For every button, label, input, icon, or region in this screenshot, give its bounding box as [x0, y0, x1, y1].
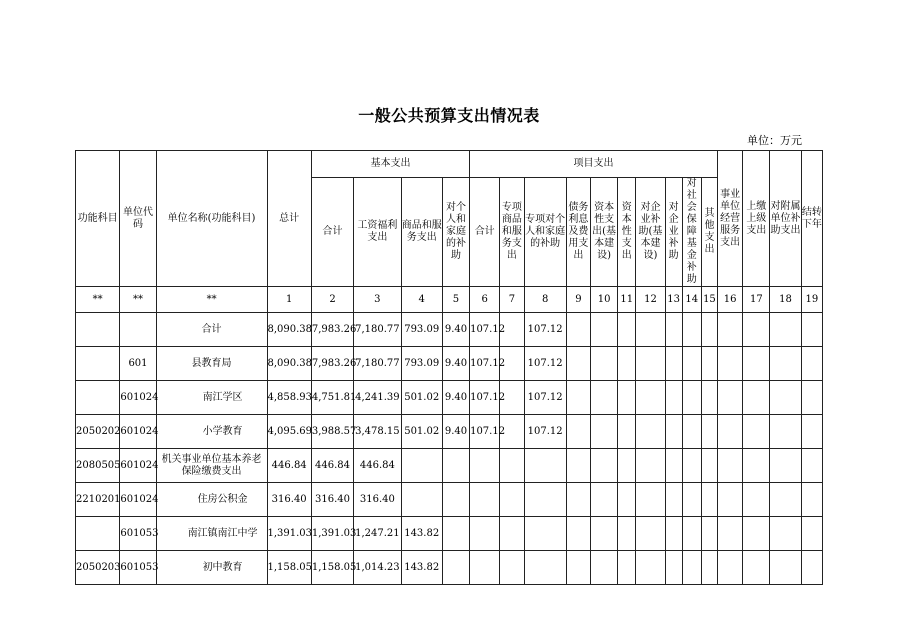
total-cell: 316.40	[267, 483, 311, 517]
index-cell: **	[156, 287, 267, 313]
header-basic-personal: 对个人和家庭的补助	[442, 178, 469, 287]
header-func-code: 功能科目	[76, 151, 120, 287]
empty-cell	[718, 483, 743, 517]
header-tail-subsidiary: 对附属单位补助支出	[770, 151, 801, 287]
index-row	[76, 287, 823, 313]
empty-cell	[743, 347, 770, 381]
header-project-capital-construction: 资本性支出(基本建设)	[591, 178, 618, 287]
unit-name-cell: 住房公积金	[156, 483, 267, 517]
empty-cell	[682, 347, 701, 381]
header-project-enterprise: 对企业补助	[665, 178, 682, 287]
index-cell: 5	[442, 287, 469, 313]
empty-cell	[743, 483, 770, 517]
header-project-enterprise-construction: 对企业补助(基本建设)	[636, 178, 665, 287]
empty-cell	[591, 313, 618, 347]
unit-name-cell: 机关事业单位基本养老保险缴费支出	[156, 449, 267, 483]
empty-cell	[591, 415, 618, 449]
index-cell: 17	[743, 287, 770, 313]
table-row	[76, 347, 823, 381]
empty-cell	[770, 381, 801, 415]
empty-cell	[618, 415, 636, 449]
unit-code-cell: 601053	[120, 517, 156, 551]
empty-cell	[701, 313, 717, 347]
index-cell: 8	[524, 287, 566, 313]
empty-cell	[591, 449, 618, 483]
empty-cell	[618, 551, 636, 585]
index-cell: 6	[470, 287, 500, 313]
empty-cell	[591, 517, 618, 551]
empty-cell	[591, 483, 618, 517]
func-code-cell	[76, 517, 120, 551]
basic-goods-cell: 793.09	[401, 347, 442, 381]
empty-cell	[801, 347, 822, 381]
empty-cell	[718, 347, 743, 381]
header-total: 总计	[267, 151, 311, 287]
unit-name-cell: 初中教育	[156, 551, 267, 585]
empty-cell	[636, 347, 665, 381]
basic-total-cell: 3,988.57	[311, 415, 353, 449]
header-tail-remit: 上缴上级支出	[743, 151, 770, 287]
empty-cell	[718, 449, 743, 483]
basic-total-cell: 4,751.81	[311, 381, 353, 415]
empty-cell	[801, 415, 822, 449]
unit-name-cell: 南江学区	[156, 381, 267, 415]
header-project-total: 合计	[470, 178, 500, 287]
unit-code-cell	[120, 313, 156, 347]
empty-cell	[618, 517, 636, 551]
empty-cell	[682, 313, 701, 347]
empty-cell	[682, 415, 701, 449]
index-cell: 7	[500, 287, 524, 313]
empty-cell	[770, 313, 801, 347]
empty-cell	[618, 381, 636, 415]
empty-cell	[770, 449, 801, 483]
empty-cell	[682, 551, 701, 585]
basic-goods-cell: 793.09	[401, 313, 442, 347]
func-code-cell: 2050203	[76, 551, 120, 585]
total-cell: 1,158.05	[267, 551, 311, 585]
empty-cell	[636, 517, 665, 551]
basic-personal-cell	[442, 483, 469, 517]
unit-name-cell: 县教育局	[156, 347, 267, 381]
empty-cell	[636, 483, 665, 517]
empty-cell	[566, 313, 590, 347]
basic-goods-cell: 143.82	[401, 517, 442, 551]
project-personal-cell: 107.12	[524, 415, 566, 449]
empty-cell	[665, 483, 682, 517]
empty-cell	[566, 415, 590, 449]
empty-cell	[701, 517, 717, 551]
empty-cell	[701, 347, 717, 381]
empty-cell	[566, 347, 590, 381]
index-cell: 2	[311, 287, 353, 313]
basic-wage-cell: 1,014.23	[354, 551, 401, 585]
total-cell: 8,090.38	[267, 313, 311, 347]
empty-cell	[801, 517, 822, 551]
basic-total-cell: 1,391.03	[311, 517, 353, 551]
unit-name-cell: 小学教育	[156, 415, 267, 449]
empty-cell	[701, 551, 717, 585]
table-row	[76, 449, 823, 483]
empty-cell	[665, 381, 682, 415]
header-tail-business: 事业单位经营服务支出	[718, 151, 743, 287]
basic-wage-cell: 4,241.39	[354, 381, 401, 415]
index-cell: 16	[718, 287, 743, 313]
basic-wage-cell: 3,478.15	[354, 415, 401, 449]
unit-code-cell: 601053	[120, 551, 156, 585]
header-tail-carryover: 结转下年	[801, 151, 822, 287]
empty-cell	[665, 415, 682, 449]
empty-cell	[770, 551, 801, 585]
header-unit-code: 单位代码	[120, 151, 156, 287]
table-row	[76, 381, 823, 415]
index-cell: 14	[682, 287, 701, 313]
table-row	[76, 415, 823, 449]
header-project-other: 其他支出	[701, 178, 717, 287]
basic-wage-cell: 1,247.21	[354, 517, 401, 551]
basic-goods-cell: 143.82	[401, 551, 442, 585]
empty-cell	[682, 517, 701, 551]
func-code-cell	[76, 313, 120, 347]
unit-label: 单位：万元	[747, 134, 802, 147]
project-total-cell	[470, 551, 500, 585]
empty-cell	[636, 449, 665, 483]
index-cell: 11	[618, 287, 636, 313]
index-cell: 12	[636, 287, 665, 313]
basic-total-cell: 7,983.26	[311, 347, 353, 381]
header-project-personal: 专项对个人和家庭的补助	[524, 178, 566, 287]
unit-code-cell: 601	[120, 347, 156, 381]
unit-name-cell: 合计	[156, 313, 267, 347]
func-code-cell	[76, 347, 120, 381]
empty-cell	[682, 483, 701, 517]
basic-personal-cell	[442, 551, 469, 585]
empty-cell	[566, 483, 590, 517]
empty-cell	[801, 381, 822, 415]
empty-cell	[566, 517, 590, 551]
basic-personal-cell: 9.40	[442, 415, 469, 449]
basic-goods-cell: 501.02	[401, 415, 442, 449]
empty-cell	[743, 313, 770, 347]
index-cell: 18	[770, 287, 801, 313]
index-cell: 4	[401, 287, 442, 313]
project-total-cell: 107.12	[470, 381, 500, 415]
empty-cell	[801, 551, 822, 585]
empty-cell	[701, 449, 717, 483]
basic-goods-cell	[401, 449, 442, 483]
empty-cell	[682, 381, 701, 415]
index-cell: 1	[267, 287, 311, 313]
empty-cell	[636, 381, 665, 415]
func-code-cell: 2080505	[76, 449, 120, 483]
basic-total-cell: 1,158.05	[311, 551, 353, 585]
project-total-cell	[470, 517, 500, 551]
index-cell: **	[120, 287, 156, 313]
basic-total-cell: 446.84	[311, 449, 353, 483]
empty-cell	[701, 483, 717, 517]
header-basic-wage: 工资福利支出	[354, 178, 401, 287]
empty-cell	[743, 415, 770, 449]
func-code-cell	[76, 381, 120, 415]
empty-cell	[591, 551, 618, 585]
project-total-cell	[470, 483, 500, 517]
project-personal-cell	[524, 483, 566, 517]
empty-cell	[500, 449, 524, 483]
empty-cell	[770, 415, 801, 449]
empty-cell	[665, 347, 682, 381]
header-project-capital: 资本性支出	[618, 178, 636, 287]
basic-wage-cell: 316.40	[354, 483, 401, 517]
empty-cell	[500, 551, 524, 585]
empty-cell	[566, 449, 590, 483]
basic-goods-cell: 501.02	[401, 381, 442, 415]
project-personal-cell: 107.12	[524, 313, 566, 347]
empty-cell	[743, 381, 770, 415]
empty-cell	[718, 551, 743, 585]
empty-cell	[618, 449, 636, 483]
empty-cell	[636, 313, 665, 347]
header-project-goods: 专项商品和服务支出	[500, 178, 524, 287]
basic-personal-cell: 9.40	[442, 381, 469, 415]
empty-cell	[665, 449, 682, 483]
basic-wage-cell: 7,180.77	[354, 347, 401, 381]
header-row-1	[76, 151, 823, 178]
project-personal-cell: 107.12	[524, 381, 566, 415]
empty-cell	[665, 313, 682, 347]
empty-cell	[718, 415, 743, 449]
project-total-cell: 107.12	[470, 415, 500, 449]
empty-cell	[500, 517, 524, 551]
basic-personal-cell	[442, 449, 469, 483]
total-cell: 4,858.93	[267, 381, 311, 415]
unit-code-cell: 601024	[120, 483, 156, 517]
index-cell: **	[76, 287, 120, 313]
empty-cell	[618, 347, 636, 381]
empty-cell	[665, 551, 682, 585]
empty-cell	[743, 517, 770, 551]
empty-cell	[770, 483, 801, 517]
page-title: 一般公共预算支出情况表	[358, 106, 540, 125]
total-cell: 1,391.03	[267, 517, 311, 551]
basic-wage-cell: 7,180.77	[354, 313, 401, 347]
empty-cell	[801, 313, 822, 347]
header-project-debt: 债务利息及费用支出	[566, 178, 590, 287]
empty-cell	[618, 313, 636, 347]
project-total-cell	[470, 449, 500, 483]
index-cell: 13	[665, 287, 682, 313]
basic-personal-cell	[442, 517, 469, 551]
header-unit-name: 单位名称(功能科目)	[156, 151, 267, 287]
table-row	[76, 483, 823, 517]
empty-cell	[801, 483, 822, 517]
total-cell: 446.84	[267, 449, 311, 483]
project-personal-cell	[524, 449, 566, 483]
empty-cell	[801, 449, 822, 483]
index-cell: 3	[354, 287, 401, 313]
project-total-cell: 107.12	[470, 347, 500, 381]
empty-cell	[636, 551, 665, 585]
empty-cell	[591, 381, 618, 415]
header-basic-goods: 商品和服务支出	[401, 178, 442, 287]
empty-cell	[618, 483, 636, 517]
empty-cell	[636, 415, 665, 449]
basic-personal-cell: 9.40	[442, 347, 469, 381]
empty-cell	[566, 551, 590, 585]
empty-cell	[701, 415, 717, 449]
unit-code-cell: 601024	[120, 449, 156, 483]
empty-cell	[770, 517, 801, 551]
table-row	[76, 551, 823, 585]
project-personal-cell	[524, 517, 566, 551]
basic-goods-cell	[401, 483, 442, 517]
header-basic-group: 基本支出	[311, 151, 469, 178]
empty-cell	[682, 449, 701, 483]
table-row	[76, 313, 823, 347]
project-personal-cell: 107.12	[524, 347, 566, 381]
table-row	[76, 517, 823, 551]
index-cell: 19	[801, 287, 822, 313]
unit-name-cell: 南江镇南江中学	[156, 517, 267, 551]
header-project-group: 项目支出	[470, 151, 718, 178]
empty-cell	[665, 517, 682, 551]
unit-code-cell: 601024	[120, 415, 156, 449]
budget-table	[75, 150, 823, 585]
project-personal-cell	[524, 551, 566, 585]
func-code-cell: 2050202	[76, 415, 120, 449]
func-code-cell: 2210201	[76, 483, 120, 517]
empty-cell	[701, 381, 717, 415]
empty-cell	[718, 313, 743, 347]
index-cell: 9	[566, 287, 590, 313]
index-cell: 15	[701, 287, 717, 313]
project-total-cell: 107.12	[470, 313, 500, 347]
total-cell: 8,090.38	[267, 347, 311, 381]
empty-cell	[718, 517, 743, 551]
basic-personal-cell: 9.40	[442, 313, 469, 347]
total-cell: 4,095.69	[267, 415, 311, 449]
empty-cell	[591, 347, 618, 381]
empty-cell	[770, 347, 801, 381]
basic-total-cell: 7,983.26	[311, 313, 353, 347]
header-project-social-security: 对社会保障基金补助	[682, 178, 701, 287]
empty-cell	[743, 551, 770, 585]
header-basic-total: 合计	[311, 178, 353, 287]
empty-cell	[500, 483, 524, 517]
basic-total-cell: 316.40	[311, 483, 353, 517]
empty-cell	[566, 381, 590, 415]
empty-cell	[743, 449, 770, 483]
empty-cell	[718, 381, 743, 415]
basic-wage-cell: 446.84	[354, 449, 401, 483]
unit-code-cell: 601024	[120, 381, 156, 415]
index-cell: 10	[591, 287, 618, 313]
